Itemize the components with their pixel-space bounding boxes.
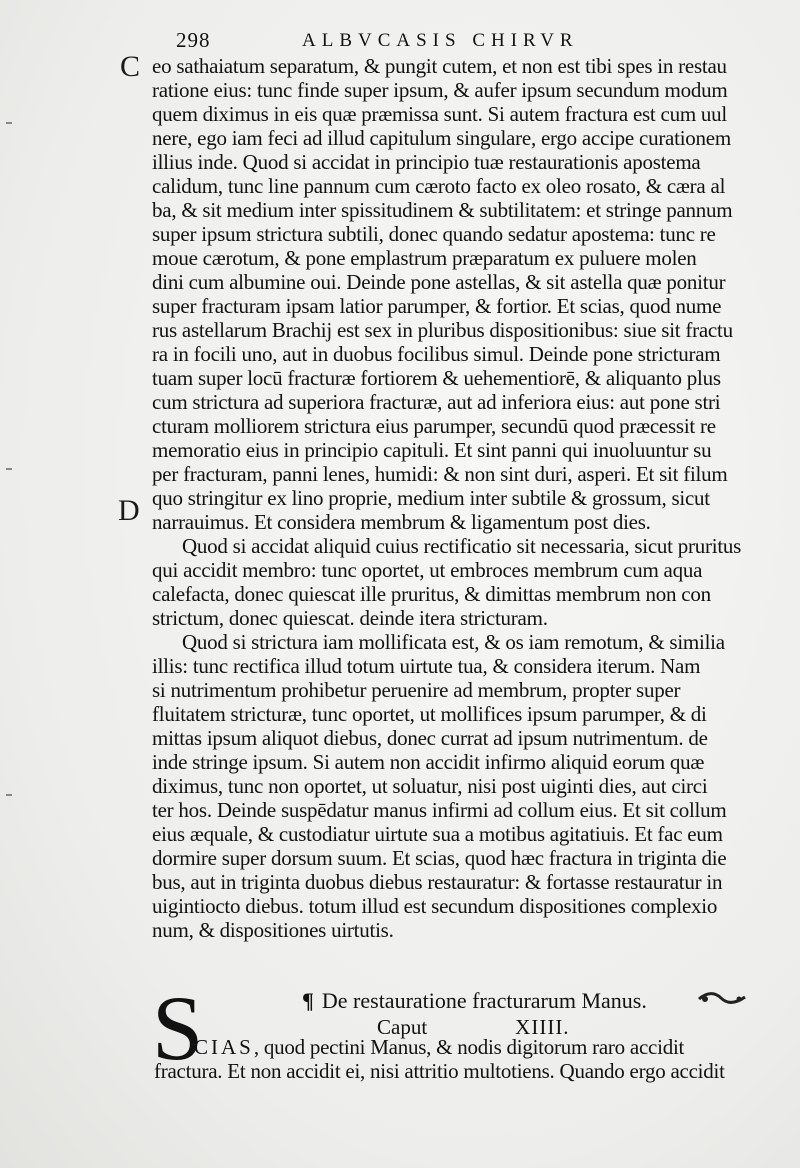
text-line: eo sathaiatum separatum, & pungit cutem, et non est tibi spes in restau (152, 54, 727, 78)
text-line: uigintiocto diebus. totum illud est secundum dispositiones complexio (152, 894, 718, 918)
text-line: mittas ipsum aliquot diebus, donec currat ad ipsum nutrimentum. de (152, 726, 708, 750)
text-line: cturam molliorem strictura eius parumper, secundū quod præcessit re (152, 414, 716, 438)
pilcrow-icon: ¶ (302, 988, 314, 1013)
running-title: ALBVCASIS CHIRVR (302, 30, 579, 51)
text-line: moue cærotum, & pone emplastrum præparatum ex puluere molen (152, 246, 697, 270)
text-line: si nutrimentum prohibetur peruenire ad membrum, propter super (152, 678, 681, 702)
text-line: ter hos. Deinde suspēdatur manus infirmi ad collum eius. Et sit collum (152, 798, 727, 822)
spine-mark (6, 122, 12, 124)
drop-cap: S (152, 977, 204, 1079)
text-line: quem diximus in eis quæ præmissa sunt. Si autem fractura est cum uul (152, 102, 728, 126)
text-line: calefacta, donec quiescat ille pruritus, & dimittas membrum non con (152, 582, 711, 606)
text-line: Quod si accidat aliquid cuius rectificatio sit necessaria, sicut pruritus (182, 534, 742, 558)
text-line: eius æquale, & custodiatur uirtute sua a motibus agitatiuis. Et fac eum (152, 822, 723, 846)
folio-number: 298 (176, 28, 211, 52)
caput-number: XIIII. (515, 1015, 570, 1039)
text-line: qui accidit membro: tunc oportet, ut embroces membrum cum aqua (152, 558, 703, 582)
text-line: narrauimus. Et considera membrum & ligamentum post dies. (152, 510, 651, 534)
chapter-title-text: De restauratione fracturarum Manus. (321, 988, 647, 1013)
first-word: CIAS (194, 1035, 254, 1059)
text-line: fluitatem stricturæ, tunc oportet, ut mollifices ipsum parumper, & di (152, 702, 707, 726)
text-line: quo stringitur ex lino proprie, medium inter subtile & grossum, sicut (152, 486, 710, 510)
text-line: ra in focili uno, aut in duobus focilibus simul. Deinde pone stricturam (152, 342, 721, 366)
text-line: illius inde. Quod si accidat in principio tuæ restaurationis apostema (152, 150, 701, 174)
text-line: ba, & sit medium inter spissitudinem & subtilitatem: et stringe pannum (152, 198, 733, 222)
marginal-letter-d: D (118, 494, 140, 527)
text-line: bus, aut in triginta duobus diebus restauratur: & fortasse restauratur in (152, 870, 723, 894)
text-line: memoratio eius in principio capituli. Et sint panni qui inuoluuntur su (152, 438, 712, 462)
text-line: cum strictura ad superiora fracturæ, aut ad inferiora eius: aut pone stri (152, 390, 721, 414)
line-rest: , quod pectini Manus, & nodis digitorum raro accidit (253, 1035, 685, 1059)
spine-mark (6, 468, 12, 470)
text-line: dini cum albumine oui. Deinde pone astellas, & sit astella quæ ponitur (152, 270, 726, 294)
caput-label: Caput (377, 1015, 428, 1039)
text-line: super ipsum strictura subtili, donec quando sedatur apostema: tunc re (152, 222, 716, 246)
text-line: rus astellarum Brachij est sex in pluribus dispositionibus: siue sit fractu (152, 318, 733, 342)
text-line: inde stringe ipsum. Si autem non accidit infirmo aliquid eorum quæ (152, 750, 705, 774)
text-line: Quod si strictura iam mollificata est, & os iam remotum, & similia (182, 630, 725, 654)
text-line: fractura. Et non accidit ei, nisi attritio multotiens. Quando ergo accidit (154, 1059, 725, 1083)
text-line: diximus, tunc non oportet, ut soluatur, nisi post uiginti dies, aut circi (152, 774, 708, 798)
text-line: strictum, donec quiescat. deinde itera stricturam. (152, 606, 548, 630)
text-line: per fracturam, panni lenes, humidi: & non sint duri, asperi. Et sit filum (152, 462, 728, 486)
spine-mark (6, 794, 12, 796)
text-line: num, & dispositiones uirtutis. (152, 918, 394, 942)
text-line: dormire super dorsum suum. Et scias, quod hæc fractura in triginta die (152, 846, 727, 870)
fleuron-ornament-icon (697, 990, 747, 1008)
text-line: illis: tunc rectifica illud totum uirtute tua, & considera iterum. Nam (152, 654, 701, 678)
body-text (152, 54, 770, 942)
text-line: calidum, tunc line pannum cum cæroto facto ex oleo rosato, & cæra al (152, 174, 726, 198)
text-line: super fracturam ipsam latior parumper, & fortior. Et scias, quod nume (152, 294, 722, 318)
text-line: nere, ego iam feci ad illud capitulum singulare, ergo accipe curationem (152, 126, 731, 150)
text-line: tuam super locū fracturæ fortiorem & uehementiorē, & aliquanto plus (152, 366, 721, 390)
text-line: ratione eius: tunc finde super ipsum, & aufer ipsum secundum modum (152, 78, 728, 102)
marginal-letter-c: C (120, 50, 141, 83)
text-line (194, 1035, 774, 1059)
chapter-body (154, 1035, 774, 1083)
chapter-title (302, 988, 647, 1014)
